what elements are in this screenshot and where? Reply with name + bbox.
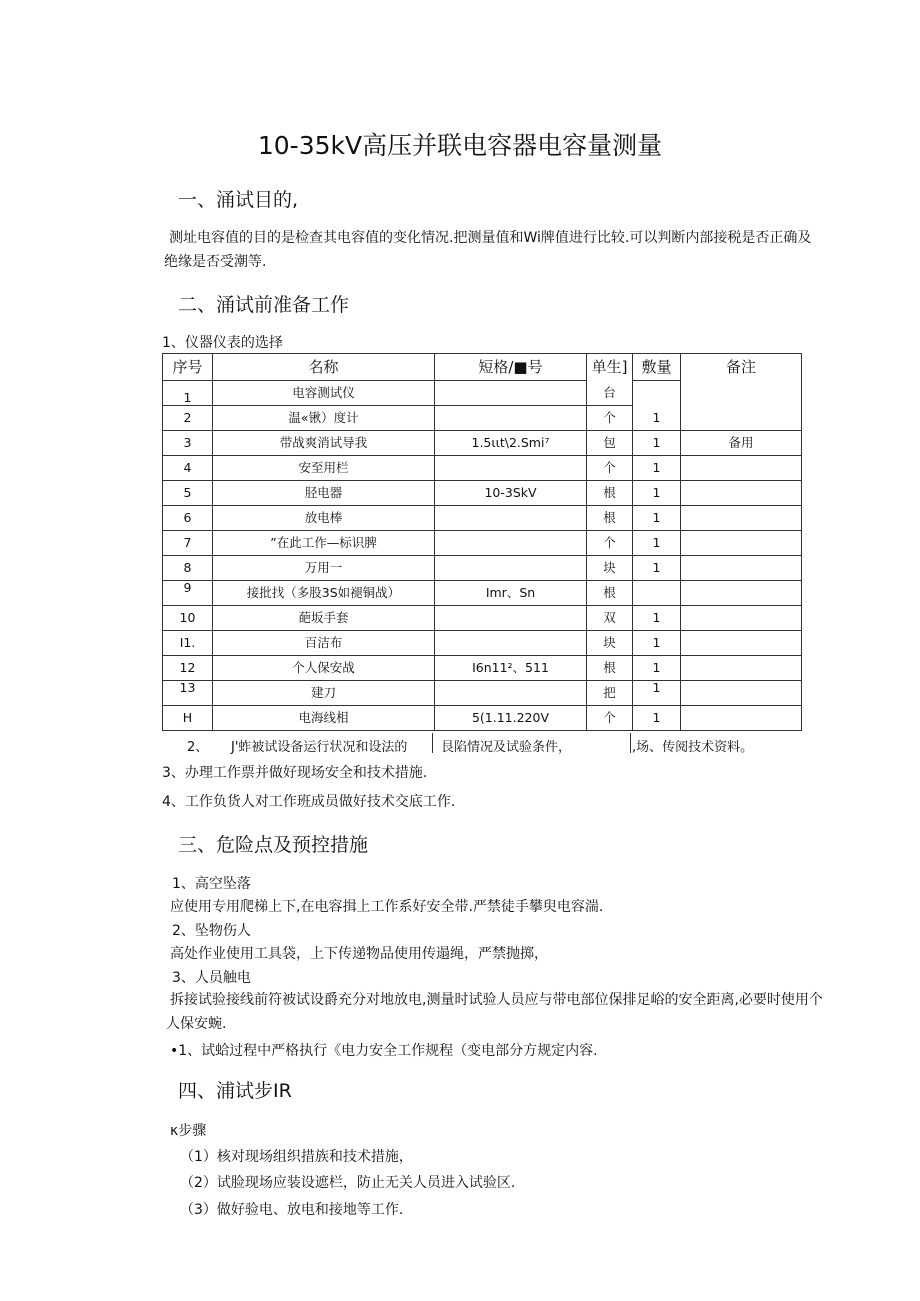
table-row [163,581,802,606]
cell-note: 备用 [681,431,802,456]
table-row [163,681,802,706]
table-row [163,531,802,556]
cell-qty: 1 [633,631,681,656]
cell-name: 万用一 [213,556,435,581]
cell-spec [435,531,587,556]
cell-name: 接批找（多股3S如褪铜战） [213,581,435,606]
table-row [163,606,802,631]
cell-unit: 根 [587,481,633,506]
steps-label: κ步骤 [170,1123,207,1139]
hazard-2-title: 2、坠物伤人 [172,923,251,939]
cell-unit: 块 [587,631,633,656]
cell-note [681,456,802,481]
step-1: （1）核对现场组织措族和技术措施， [180,1149,413,1165]
cell-unit: 把 [587,681,633,706]
cell-no: 9 [163,581,213,606]
cell-spec: I6n11²、511 [435,656,587,681]
header-name: 名称 [213,354,435,381]
page-title: 10-35kV高压并联电容器电容量测量 [257,131,663,160]
cell-note [681,656,802,681]
cell-unit: 包 [587,431,633,456]
cell-name: 温«锹）度计 [213,406,435,431]
cell-unit: 台 [587,381,633,406]
cell-note [681,706,802,731]
cell-qty: 1 [633,656,681,681]
cell-unit: 个 [587,706,633,731]
hazard-3-text: 拆接试验接线前符被试设爵充分对地放电,测量时试验人员应与带电部位保排足峪的安全距离,必要时使用个人保安蜿. [166,992,823,1032]
table-row [163,506,802,531]
cell-unit: 块 [587,556,633,581]
cell-qty: 1 [633,456,681,481]
table-row [163,456,802,481]
table-row [163,706,802,731]
cell-unit: 双 [587,606,633,631]
cell-qty: 1 [633,681,681,706]
cell-name: 带战爽消试导我 [213,431,435,456]
cell-no: 12 [163,656,213,681]
cell-no: 2 [163,406,213,431]
cell-no: I1. [163,631,213,656]
cell-name: 胫电器 [213,481,435,506]
cell-spec: 10-3SkV [435,481,587,506]
cell-note [681,556,802,581]
cell-unit: 个 [587,406,633,431]
prep-item-3: 3、办理工作票并做好现场安全和技术措施. [162,765,428,781]
cell-spec [435,406,587,431]
table-tail-divider [432,733,433,753]
cell-note [681,681,802,706]
table-tail-divider [630,733,631,753]
cell-note [681,531,802,556]
cell-no: 7 [163,531,213,556]
cell-spec [435,606,587,631]
cell-name: 电海线相 [213,706,435,731]
cell-spec [435,631,587,656]
cell-spec [435,556,587,581]
cell-name: 个人保安战 [213,656,435,681]
cell-unit: 个 [587,531,633,556]
cell-spec [435,681,587,706]
cell-qty: 1 [633,706,681,731]
cell-note [681,481,802,506]
cell-qty: 1 [633,431,681,456]
cell-name: 建刀 [213,681,435,706]
cell-unit: 根 [587,656,633,681]
cell-qty: 1 [633,506,681,531]
cell-unit: 根 [587,581,633,606]
step-2: （2）试脸现场应装设遮栏，防止无关人员进入试验区. [180,1175,516,1191]
tail-item-number: 2、 [187,740,209,755]
cell-no: 10 [163,606,213,631]
cell-name: 电容测试仪 [213,381,435,406]
cell-spec: Imr、Sn [435,581,587,606]
tail-text-3: ,场、传阅技术资料。 [632,740,754,755]
section4-heading: 四、浦试步IR [178,1080,292,1102]
cell-qty: 1 [633,481,681,506]
table-row [163,431,802,456]
equipment-table [162,353,802,731]
cell-no: 4 [163,456,213,481]
cell-qty: 1 [633,606,681,631]
table-header-row [163,354,802,381]
hazard-1-text: 应使用专用爬梯上下,在电容揖上工作系好安全带.严禁徒手攀臾电容湍. [170,899,604,915]
table-row [163,656,802,681]
section1-heading: 一、涌试目的, [178,189,299,211]
header-no: 序号 [163,354,213,381]
cell-note [681,506,802,531]
header-qty: 敷量 [633,354,681,381]
cell-qty: 1 [633,556,681,581]
section2-heading: 二、涌试前准备工作 [178,294,350,316]
cell-spec [435,456,587,481]
header-spec: 短格/■号 [435,354,587,381]
section1-paragraph: 测址电容值的目的是检查其电容值的变化情况.把测量值和Wi牌值进行比较.可以判断内部接税是否正确及绝缘是否受潮等. [164,230,812,270]
cell-qty [633,381,681,406]
cell-qty: 1 [633,531,681,556]
section3-heading: 三、危险点及预控措施 [178,834,369,856]
header-unit: 单生] [587,354,633,381]
table-row [163,481,802,506]
cell-name: 百洁布 [213,631,435,656]
cell-note [681,581,802,606]
cell-no: 3 [163,431,213,456]
cell-note [681,606,802,631]
cell-no: 8 [163,556,213,581]
tail-text-2: 艮陷情况及试验条件， [441,740,572,755]
cell-name: 安至用栏 [213,456,435,481]
table-row [163,631,802,656]
cell-no: 13 [163,681,213,706]
cell-no: H [163,706,213,731]
cell-no: 5 [163,481,213,506]
instrument-selection-label: 1、仪器仪表的选择 [162,335,283,351]
prep-item-4: 4、工作负货人对工作班成员做好技术交底工作. [162,794,456,810]
tail-text-1: J'蚱被试设备运行状况和设法的 [231,740,408,755]
cell-name: 葩坂手套 [213,606,435,631]
hazard-3-title: 3、人员触电 [172,970,251,986]
cell-unit: 个 [587,456,633,481]
hazard-2-text: 高处作业使用工具袋，上下传递物品使用传遢绳，严禁抛掷， [170,946,548,962]
table-row [163,556,802,581]
hazard-4-text: •1、试蛤过程中严格执行《电力安全工作规程（变电部分方规定内容. [170,1043,598,1059]
cell-qty: 1 [633,406,681,431]
step-3: （3）做好验电、放电和接地等工作. [180,1202,404,1218]
cell-spec: 1.5ιιt\2.Smi⁷ [435,431,587,456]
cell-note [681,631,802,656]
cell-no: 1 [163,381,213,406]
cell-unit: 根 [587,506,633,531]
hazard-1-title: 1、高空坠落 [172,876,251,892]
cell-spec [435,506,587,531]
cell-name: 放电棒 [213,506,435,531]
header-note: 备注 [681,354,802,431]
cell-no: 6 [163,506,213,531]
cell-qty [633,581,681,606]
cell-name: ”在此工作—标识脾 [213,531,435,556]
cell-spec: 5(1.11.220V [435,706,587,731]
cell-spec [435,381,587,406]
